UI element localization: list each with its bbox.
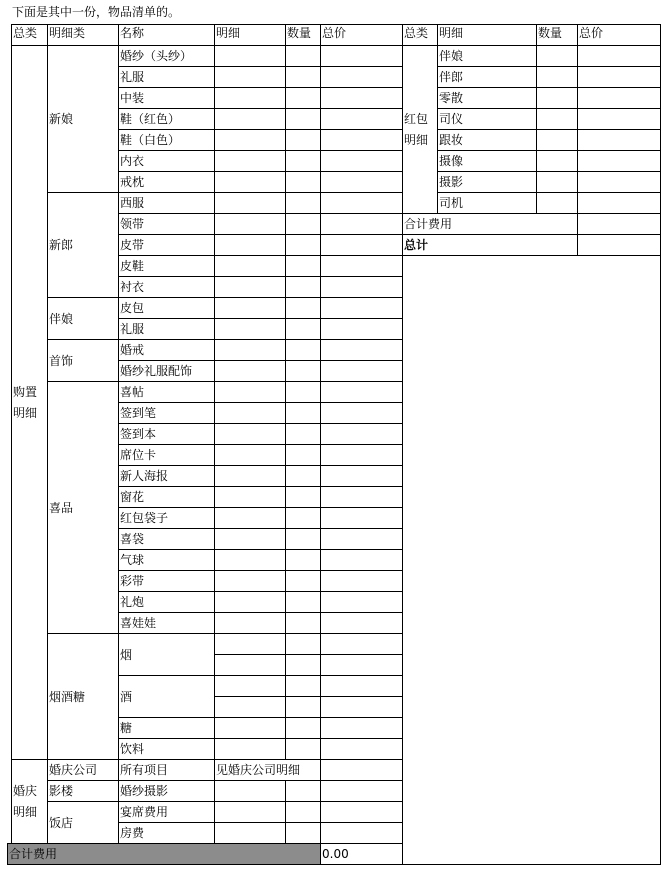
qty-cell xyxy=(285,822,321,844)
qty-cell xyxy=(536,129,578,151)
detail-cell xyxy=(214,402,286,424)
qty-cell xyxy=(285,402,321,424)
qty-cell xyxy=(285,276,321,298)
item-name: 糖 xyxy=(118,717,215,739)
qty-cell xyxy=(285,234,321,256)
header-cell: 总价 xyxy=(320,24,403,46)
item-name: 鞋（红色） xyxy=(118,108,215,130)
detail-cell xyxy=(214,717,286,739)
price-cell xyxy=(320,570,403,592)
detail-cell xyxy=(214,570,286,592)
qty-cell xyxy=(536,150,578,172)
qty-cell xyxy=(285,801,321,823)
price-cell xyxy=(577,45,661,67)
item-name: 皮鞋 xyxy=(118,255,215,277)
header-cell: 总类 xyxy=(11,24,48,46)
item-name: 婚戒 xyxy=(118,339,215,361)
header-cell: 数量 xyxy=(285,24,321,46)
detail-cell xyxy=(214,129,286,151)
redpacket-item: 伴娘 xyxy=(437,45,537,67)
price-cell xyxy=(320,486,403,508)
qty-cell xyxy=(285,654,321,676)
price-cell xyxy=(320,66,403,88)
qty-cell xyxy=(285,549,321,571)
redpacket-item: 摄影 xyxy=(437,171,537,193)
category-wedding: 婚庆明细 xyxy=(11,759,48,844)
detail-cell xyxy=(214,213,286,235)
qty-cell xyxy=(285,381,321,403)
qty-cell xyxy=(285,423,321,445)
total-value: 0.00 xyxy=(320,843,403,865)
qty-cell xyxy=(285,696,321,718)
group-name: 伴娘 xyxy=(47,297,119,340)
item-name: 新人海报 xyxy=(118,465,215,487)
group-name: 影楼 xyxy=(47,780,119,802)
price-cell xyxy=(577,87,661,109)
price-cell xyxy=(320,507,403,529)
item-name: 领带 xyxy=(118,213,215,235)
qty-cell xyxy=(285,360,321,382)
item-name: 签到笔 xyxy=(118,402,215,424)
detail-cell xyxy=(214,465,286,487)
qty-cell xyxy=(285,318,321,340)
price-cell xyxy=(320,360,403,382)
qty-cell xyxy=(285,129,321,151)
subtotal-label: 合计费用 xyxy=(402,213,578,235)
detail-cell: 见婚庆公司明细 xyxy=(214,759,321,781)
price-cell xyxy=(577,192,661,214)
price-cell xyxy=(320,822,403,844)
detail-cell xyxy=(214,612,286,634)
detail-cell xyxy=(214,507,286,529)
price-cell xyxy=(320,255,403,277)
price-cell xyxy=(320,528,403,550)
redpacket-item: 摄像 xyxy=(437,150,537,172)
qty-cell xyxy=(536,45,578,67)
detail-cell xyxy=(214,591,286,613)
item-name: 婚纱（头纱） xyxy=(118,45,215,67)
detail-cell xyxy=(214,822,286,844)
detail-cell xyxy=(214,801,286,823)
detail-cell xyxy=(214,444,286,466)
price-cell xyxy=(320,759,403,781)
intro-text: 下面是其中一份，物品清单的。 xyxy=(12,5,181,19)
header-cell: 明细 xyxy=(437,24,537,46)
item-name: 席位卡 xyxy=(118,444,215,466)
detail-cell xyxy=(214,423,286,445)
item-name: 彩带 xyxy=(118,570,215,592)
price-cell xyxy=(320,45,403,67)
grand-total-value xyxy=(577,234,661,256)
header-cell: 总价 xyxy=(577,24,661,46)
price-cell xyxy=(577,150,661,172)
price-cell xyxy=(320,780,403,802)
item-name: 房费 xyxy=(118,822,215,844)
price-cell xyxy=(320,633,403,655)
detail-cell xyxy=(214,528,286,550)
qty-cell xyxy=(285,528,321,550)
item-name: 内衣 xyxy=(118,150,215,172)
price-cell xyxy=(577,171,661,193)
item-name: 礼炮 xyxy=(118,591,215,613)
detail-cell xyxy=(214,87,286,109)
group-name: 喜品 xyxy=(47,381,119,634)
item-name: 窗花 xyxy=(118,486,215,508)
price-cell xyxy=(320,87,403,109)
price-cell xyxy=(320,234,403,256)
price-cell xyxy=(320,465,403,487)
detail-cell xyxy=(214,780,286,802)
detail-cell xyxy=(214,66,286,88)
group-name: 饭店 xyxy=(47,801,119,844)
qty-cell xyxy=(285,675,321,697)
qty-cell xyxy=(536,66,578,88)
qty-cell xyxy=(285,570,321,592)
price-cell xyxy=(577,66,661,88)
price-cell xyxy=(320,696,403,718)
price-cell xyxy=(320,801,403,823)
price-cell xyxy=(320,171,403,193)
qty-cell xyxy=(285,339,321,361)
item-name: 烟 xyxy=(118,633,215,676)
qty-cell xyxy=(285,45,321,67)
qty-cell xyxy=(285,66,321,88)
price-cell xyxy=(320,738,403,760)
price-cell xyxy=(320,402,403,424)
detail-cell xyxy=(214,738,286,760)
qty-cell xyxy=(285,717,321,739)
qty-cell xyxy=(285,633,321,655)
qty-cell xyxy=(285,108,321,130)
subtotal-value xyxy=(577,213,661,235)
item-name: 中装 xyxy=(118,87,215,109)
group-name: 新娘 xyxy=(47,45,119,193)
qty-cell xyxy=(285,87,321,109)
qty-cell xyxy=(285,738,321,760)
qty-cell xyxy=(285,486,321,508)
qty-cell xyxy=(285,150,321,172)
redpacket-item: 司机 xyxy=(437,192,537,214)
qty-cell xyxy=(285,444,321,466)
detail-cell xyxy=(214,192,286,214)
qty-cell xyxy=(285,612,321,634)
item-name: 皮带 xyxy=(118,234,215,256)
detail-cell xyxy=(214,696,286,718)
detail-cell xyxy=(214,486,286,508)
header-cell: 总类 xyxy=(402,24,438,46)
price-cell xyxy=(577,129,661,151)
price-cell xyxy=(320,612,403,634)
price-cell xyxy=(320,717,403,739)
detail-cell xyxy=(214,633,286,655)
redpacket-item: 跟妆 xyxy=(437,129,537,151)
detail-cell xyxy=(214,297,286,319)
item-name: 宴席费用 xyxy=(118,801,215,823)
item-name: 酒 xyxy=(118,675,215,718)
qty-cell xyxy=(285,465,321,487)
price-cell xyxy=(320,339,403,361)
detail-cell xyxy=(214,255,286,277)
price-cell xyxy=(320,192,403,214)
total-label: 合计费用 xyxy=(7,843,321,865)
item-name: 喜娃娃 xyxy=(118,612,215,634)
qty-cell xyxy=(285,297,321,319)
item-name: 饮料 xyxy=(118,738,215,760)
redpacket-item: 伴郎 xyxy=(437,66,537,88)
item-name: 戒枕 xyxy=(118,171,215,193)
item-name: 礼服 xyxy=(118,318,215,340)
item-name: 婚纱礼服配饰 xyxy=(118,360,215,382)
grand-total-label: 总计 xyxy=(402,234,578,256)
item-name: 鞋（白色） xyxy=(118,129,215,151)
item-name: 喜袋 xyxy=(118,528,215,550)
detail-cell xyxy=(214,318,286,340)
item-name: 婚纱摄影 xyxy=(118,780,215,802)
qty-cell xyxy=(285,780,321,802)
price-cell xyxy=(320,108,403,130)
price-cell xyxy=(320,297,403,319)
price-cell xyxy=(320,654,403,676)
price-cell xyxy=(577,108,661,130)
group-name: 烟酒糖 xyxy=(47,633,119,760)
group-name: 新郎 xyxy=(47,192,119,298)
header-cell: 名称 xyxy=(118,24,215,46)
item-name: 所有项目 xyxy=(118,759,215,781)
price-cell xyxy=(320,591,403,613)
qty-cell xyxy=(536,87,578,109)
redpacket-item: 司仪 xyxy=(437,108,537,130)
header-cell: 明细 xyxy=(214,24,286,46)
qty-cell xyxy=(285,213,321,235)
group-name: 婚庆公司 xyxy=(47,759,119,781)
item-name: 礼服 xyxy=(118,66,215,88)
header-cell: 数量 xyxy=(536,24,578,46)
detail-cell xyxy=(214,654,286,676)
item-name: 西服 xyxy=(118,192,215,214)
empty-area xyxy=(402,255,661,865)
price-cell xyxy=(320,444,403,466)
detail-cell xyxy=(214,360,286,382)
item-name: 喜帖 xyxy=(118,381,215,403)
detail-cell xyxy=(214,150,286,172)
price-cell xyxy=(320,129,403,151)
detail-cell xyxy=(214,675,286,697)
item-name: 气球 xyxy=(118,549,215,571)
qty-cell xyxy=(536,108,578,130)
detail-cell xyxy=(214,549,286,571)
detail-cell xyxy=(214,339,286,361)
detail-cell xyxy=(214,45,286,67)
item-name: 皮包 xyxy=(118,297,215,319)
qty-cell xyxy=(536,192,578,214)
price-cell xyxy=(320,423,403,445)
category-redpacket: 红包明细 xyxy=(402,45,438,214)
detail-cell xyxy=(214,276,286,298)
item-name: 衬衣 xyxy=(118,276,215,298)
price-cell xyxy=(320,276,403,298)
detail-cell xyxy=(214,381,286,403)
category-purchase: 购置明细 xyxy=(11,45,48,760)
header-cell: 明细类 xyxy=(47,24,119,46)
redpacket-item: 零散 xyxy=(437,87,537,109)
detail-cell xyxy=(214,234,286,256)
qty-cell xyxy=(285,192,321,214)
detail-cell xyxy=(214,108,286,130)
item-name: 红包袋子 xyxy=(118,507,215,529)
detail-cell xyxy=(214,171,286,193)
group-name: 首饰 xyxy=(47,339,119,382)
price-cell xyxy=(320,381,403,403)
price-cell xyxy=(320,675,403,697)
price-cell xyxy=(320,318,403,340)
item-name: 签到本 xyxy=(118,423,215,445)
qty-cell xyxy=(285,255,321,277)
price-cell xyxy=(320,150,403,172)
qty-cell xyxy=(285,171,321,193)
qty-cell xyxy=(285,591,321,613)
qty-cell xyxy=(536,171,578,193)
qty-cell xyxy=(285,507,321,529)
price-cell xyxy=(320,549,403,571)
price-cell xyxy=(320,213,403,235)
